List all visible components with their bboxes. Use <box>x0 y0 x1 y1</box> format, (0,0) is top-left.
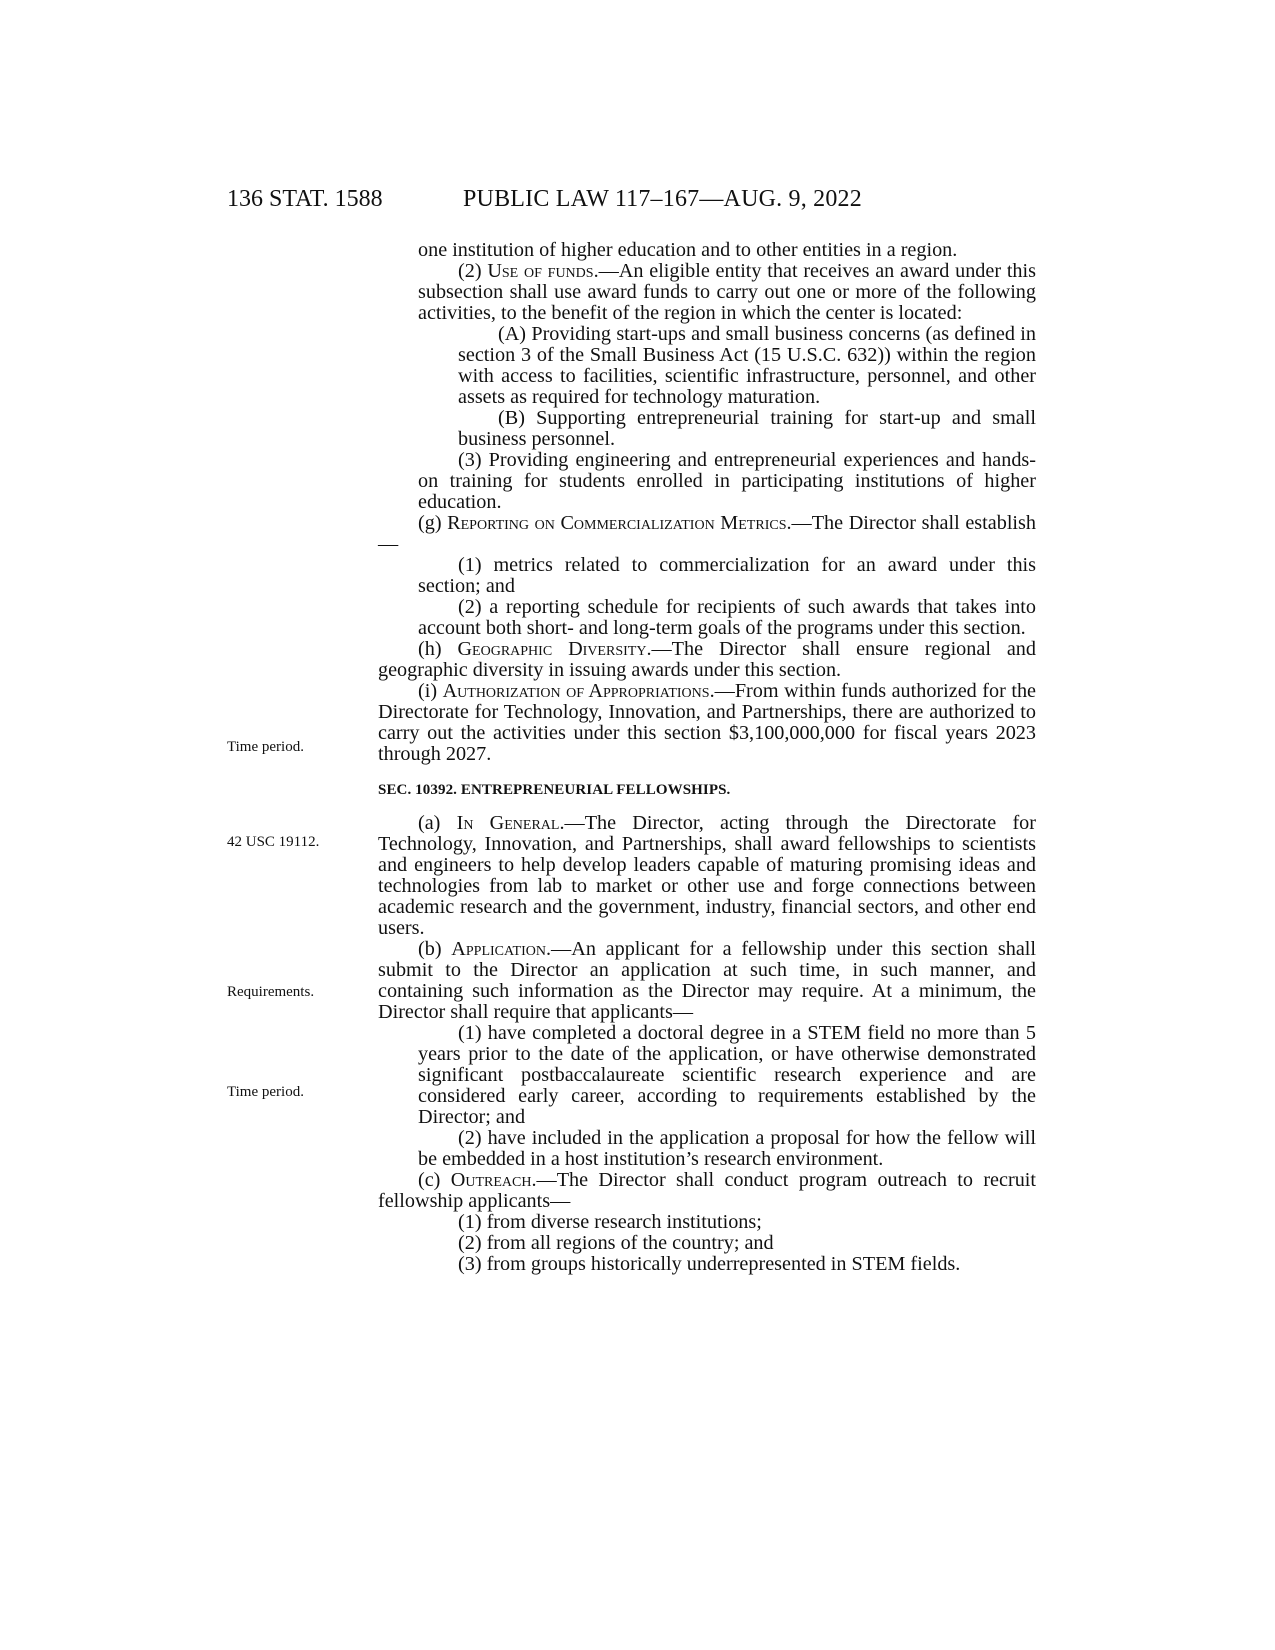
margin-note-time-period: Time period. <box>227 1084 304 1100</box>
paragraph-c3: (3) from groups historically underrepresented in STEM fields. <box>458 1253 961 1275</box>
public-law-title: PUBLIC LAW 117–167—AUG. 9, 2022 <box>463 186 862 212</box>
subsection-text: .—The Director, acting through the Directorate for Technology, Innovation, and Partnerships, shall award fellowships to scientists and engineers to help develop leaders capable of maturing promising ideas and technologies from lab to market or other use and forge connections between academic research and the government, industry, financial sectors, and other end users. <box>378 812 1036 939</box>
subsection-number: (a) <box>418 812 457 834</box>
subsection-heading: Geographic Diversity <box>457 638 647 660</box>
subsection-number: (i) <box>418 680 443 702</box>
paragraph-b1: (1) have completed a doctoral degree in a STEM field no more than 5 years prior to the date of the application, or have otherwise demonstrated significant postbaccalaureate scientific research experience and are considered early career, according to requirements established by the Director; and <box>418 1022 1036 1128</box>
subsection-text: .—The Director shall conduct program outreach to recruit fellowship applicants— <box>378 1169 1037 1212</box>
subsection-text: .—From within funds authorized for the Directorate for Technology, Innovation, and Partnerships, there are authorized to carry out the activities under this section $3,100,000,000 for fiscal years 2023 through 2027. <box>378 680 1036 765</box>
subsection-g <box>378 513 1036 555</box>
subsection-text: .—The Director shall ensure regional and geographic diversity in issuing awards under this section. <box>378 638 1036 681</box>
section-heading: SEC. 10392. ENTREPRENEURIAL FELLOWSHIPS. <box>378 782 731 798</box>
paragraph-use-of-funds <box>378 261 1036 324</box>
subsection-heading: In General <box>456 812 560 834</box>
paragraph-heading: Use of funds <box>487 260 594 282</box>
subparagraph-b: (B) Supporting entrepreneurial training for start-up and small business personnel. <box>458 407 1036 450</box>
subsection-number: (b) <box>418 938 452 960</box>
stat-page-number: 136 STAT. 1588 <box>227 186 383 212</box>
paragraph-text: .—An eligible entity that receives an award under this subsection shall use award funds to carry out one or more of the following activities, to the benefit of the region in which the center is located: <box>418 260 1036 324</box>
subparagraph-a: (A) Providing start-ups and small business concerns (as defined in section 3 of the Small Business Act (15 U.S.C. 632)) within the region with access to facilities, scientific infrastructure, personnel, and other assets as required for technology maturation. <box>458 323 1036 408</box>
paragraph-g1: (1) metrics related to commercialization for an award under this section; and <box>418 554 1036 597</box>
paragraph-g2: (2) a reporting schedule for recipients of such awards that takes into account both short- and long-term goals of the programs under this section. <box>418 596 1036 639</box>
paragraph-b2: (2) have included in the application a proposal for how the fellow will be embedded in a host institution’s research environment. <box>418 1127 1036 1170</box>
subsection-heading: Reporting on Commercialization Metrics <box>447 512 787 534</box>
subsection-b <box>378 939 1036 1023</box>
paragraph-c1: (1) from diverse research institutions; <box>458 1211 762 1233</box>
paragraph-c2: (2) from all regions of the country; and <box>458 1232 774 1254</box>
subsection-text: .—An applicant for a fellowship under this section shall submit to the Director an application at such time, in such manner, and containing such information as the Director may require. At a minimum, the Director shall require that applicants— <box>378 938 1037 1023</box>
subsection-a <box>378 813 1036 939</box>
subsection-number: (h) <box>418 638 458 660</box>
subsection-i <box>378 681 1036 765</box>
subsection-text: .—The Director shall establish— <box>378 512 1036 555</box>
subsection-heading: Authorization of Appropriations <box>442 680 710 702</box>
statute-body <box>378 240 1036 1275</box>
subsection-c <box>378 1170 1036 1212</box>
paragraph-3: (3) Providing engineering and entrepreneurial experiences and hands-on training for students enrolled in participating institutions of higher education. <box>418 449 1036 513</box>
margin-note-usc: 42 USC 19112. <box>227 834 320 850</box>
paragraph-number: (2) <box>458 260 488 282</box>
subsection-h <box>378 639 1036 681</box>
margin-note-time-period: Time period. <box>227 739 304 755</box>
subsection-heading: Outreach <box>450 1169 532 1191</box>
subsection-heading: Application <box>451 938 546 960</box>
subsection-number: (c) <box>418 1169 451 1191</box>
page-header <box>0 186 1275 222</box>
subsection-number: (g) <box>418 512 448 534</box>
paragraph-continuation: one institution of higher education and to other entities in a region. <box>418 239 958 261</box>
margin-note-requirements: Requirements. <box>227 984 315 1000</box>
